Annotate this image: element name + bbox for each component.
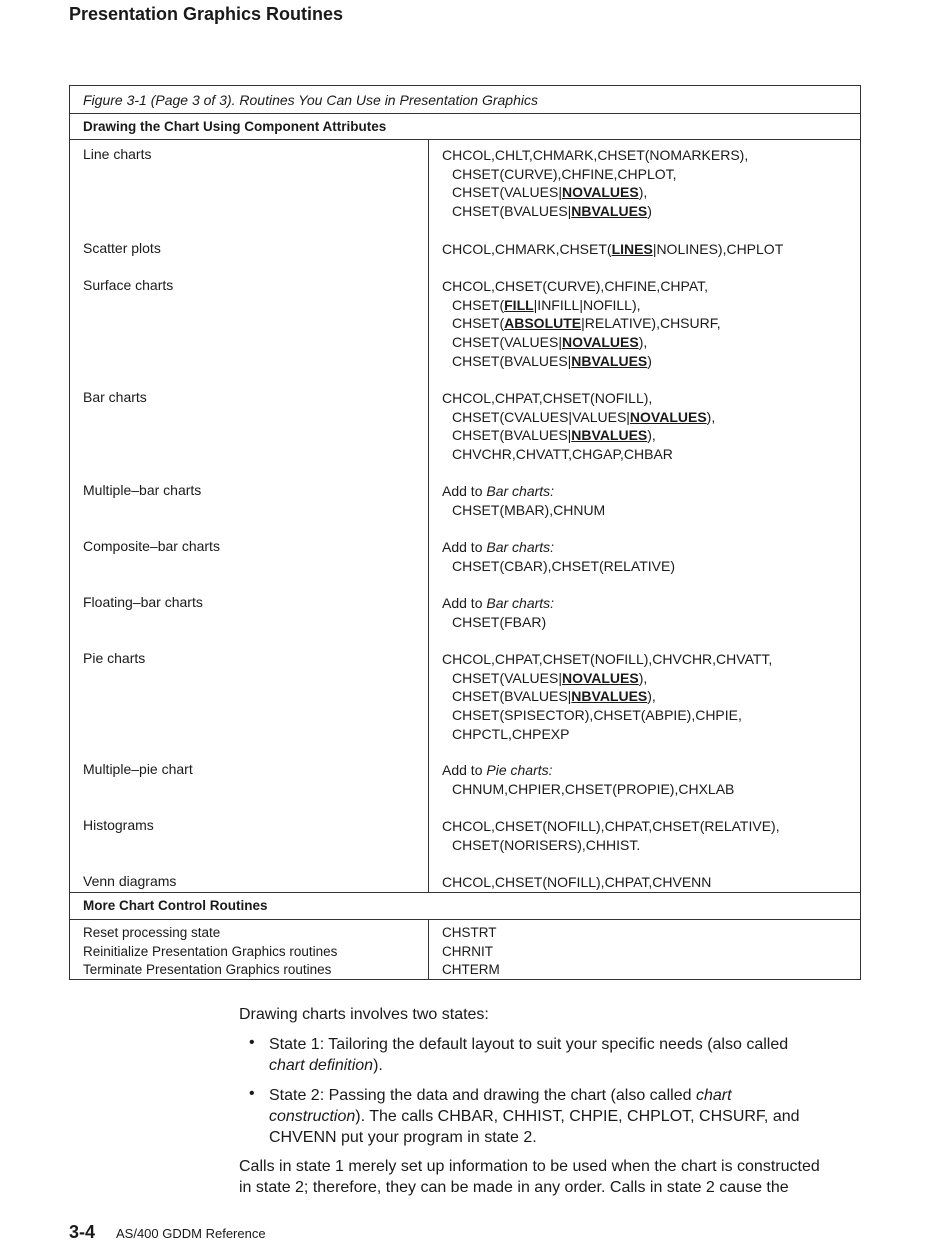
column-divider <box>428 920 429 980</box>
row-routines-scatter-plots: CHCOL,CHMARK,CHSET(LINES|NOLINES),CHPLOT <box>442 241 784 257</box>
column-divider <box>428 140 429 892</box>
paragraph-states: Calls in state 1 merely set up information to be used when the chart is constructed in state 2; therefore, they can be made in any order. Calls in state 2 cause the <box>239 1158 820 1196</box>
bullet-icon: • <box>249 1085 255 1102</box>
row-label-bar-charts: Bar charts <box>83 389 147 405</box>
figure-table <box>69 85 861 980</box>
row-label-floating-bar-charts: Floating–bar charts <box>83 594 203 610</box>
row-routines-histograms: CHCOL,CHSET(NOFILL),CHPAT,CHSET(RELATIVE), CHSET(NORISERS),CHHIST. <box>442 818 780 853</box>
page-number: 3-4 <box>69 1222 96 1242</box>
row-label-composite-bar-charts: Composite–bar charts <box>83 538 220 554</box>
bullet-state-2: State 2: Passing the data and drawing the chart (also called chart construction). The calls CHBAR, CHHIST, CHPIE, CHPLOT, CHSURF, and CHVENN put your program in state 2. <box>269 1087 800 1146</box>
row-label-pie-charts: Pie charts <box>83 650 146 666</box>
row-routines-line-charts: CHCOL,CHLT,CHMARK,CHSET(NOMARKERS), CHSET(CURVE),CHFINE,CHPLOT, CHSET(VALUES|NOVALUES), CHSET(BVALUES|NBVALUES) <box>442 147 749 220</box>
control-labels: Reset processing state Reinitialize Presentation Graphics routines Terminate Presentation Graphics routines <box>83 925 338 977</box>
row-label-scatter-plots: Scatter plots <box>83 240 161 256</box>
section-heading: More Chart Control Routines <box>70 892 860 920</box>
row-routines-composite-bar-charts: Add to Bar charts: CHSET(CBAR),CHSET(RELATIVE) <box>442 539 675 574</box>
row-routines-bar-charts: CHCOL,CHPAT,CHSET(NOFILL), CHSET(CVALUES|VALUES|NOVALUES), CHSET(BVALUES|NBVALUES), CHVCHR,CHVATT,CHGAP,CHBAR <box>442 390 716 463</box>
control-routines: CHSTRT CHRNIT CHTERM <box>442 925 500 977</box>
row-routines-pie-charts: CHCOL,CHPAT,CHSET(NOFILL),CHVCHR,CHVATT, CHSET(VALUES|NOVALUES), CHSET(BVALUES|NBVALUES), CHSET(SPISECTOR),CHSET(ABPIE),CHPIE, CHPCTL,CHPEXP <box>442 651 773 742</box>
page-header: Presentation Graphics Routines <box>69 4 344 24</box>
row-routines-surface-charts: CHCOL,CHSET(CURVE),CHFINE,CHPAT, CHSET(FILL|INFILL|NOFILL), CHSET(ABSOLUTE|RELATIVE),CHSURF, CHSET(VALUES|NOVALUES), CHSET(BVALUES|NBVALUES) <box>442 278 721 369</box>
bullet-state-1: State 1: Tailoring the default layout to suit your specific needs (also called chart definition). <box>269 1036 789 1074</box>
row-label-line-charts: Line charts <box>83 146 152 162</box>
footer-title: AS/400 GDDM Reference <box>116 1226 266 1241</box>
row-label-multiple-pie-chart: Multiple–pie chart <box>83 761 193 777</box>
bullet-icon: • <box>249 1034 255 1051</box>
row-routines-venn-diagrams: CHCOL,CHSET(NOFILL),CHPAT,CHVENN <box>442 874 712 890</box>
row-routines-multiple-bar-charts: Add to Bar charts: CHSET(MBAR),CHNUM <box>442 483 606 518</box>
row-routines-multiple-pie-chart: Add to Pie charts: CHNUM,CHPIER,CHSET(PROPIE),CHXLAB <box>442 762 735 797</box>
paragraph-intro: Drawing charts involves two states: <box>239 1006 489 1023</box>
section-heading: Drawing the Chart Using Component Attributes <box>70 114 860 140</box>
figure-caption: Figure 3-1 (Page 3 of 3). Routines You Can Use in Presentation Graphics <box>70 86 860 114</box>
row-label-venn-diagrams: Venn diagrams <box>83 873 177 889</box>
row-label-surface-charts: Surface charts <box>83 277 174 293</box>
row-label-histograms: Histograms <box>83 817 154 833</box>
row-routines-floating-bar-charts: Add to Bar charts: CHSET(FBAR) <box>442 595 555 630</box>
row-label-multiple-bar-charts: Multiple–bar charts <box>83 482 202 498</box>
